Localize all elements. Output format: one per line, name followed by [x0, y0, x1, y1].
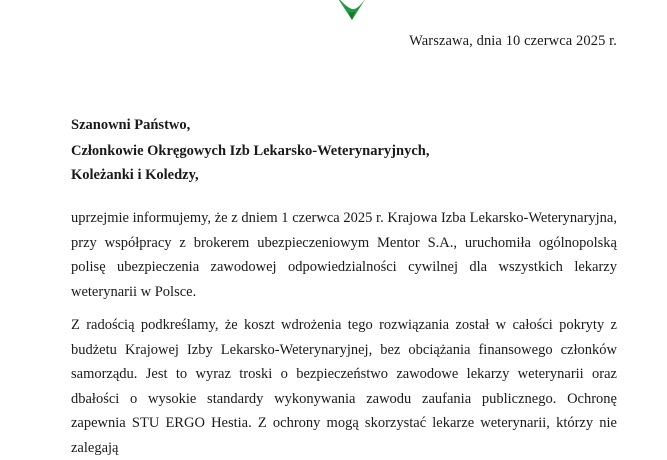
body-paragraph: Z radością podkreślamy, że koszt wdrożenia tego rozwiązania został w całości pokryty z budżetu Krajowej Izby Lekarsko-Weterynaryjnej, bez obciążania finansowego członków samorządu. Jest to wyraz troski o bezpieczeństwo zawodowe lekarzy weterynarii oraz dbałości o wysokie standardy wykonywania zawodu zaufania publicznego. Ochronę zapewnia STU ERGO Hestia. Z ochrony mogą skorzystać lekarze weterynarii, którzy nie zalegają [71, 317, 617, 456]
letter-date: Warszawa, dnia 10 czerwca 2025 r. [409, 33, 617, 49]
green-leaf-logo-icon [332, 0, 374, 26]
salutation-line: Koleżanki i Koledzy, [71, 167, 199, 183]
salutation-line: Szanowni Państwo, [71, 117, 191, 133]
salutation-line: Członkowie Okręgowych Izb Lekarsko-Weterynaryjnych, [71, 143, 430, 159]
body-paragraph: uprzejmie informujemy, że z dniem 1 czerwca 2025 r. Krajowa Izba Lekarsko-Weterynaryjna, przy współpracy z brokerem ubezpieczeniowym Mentor S.A., uruchomiła ogólnopolską polisę ubezpieczenia zawodowej odpowiedzialności cywilnej dla wszystkich lekarzy weterynarii w Polsce. [71, 210, 617, 300]
